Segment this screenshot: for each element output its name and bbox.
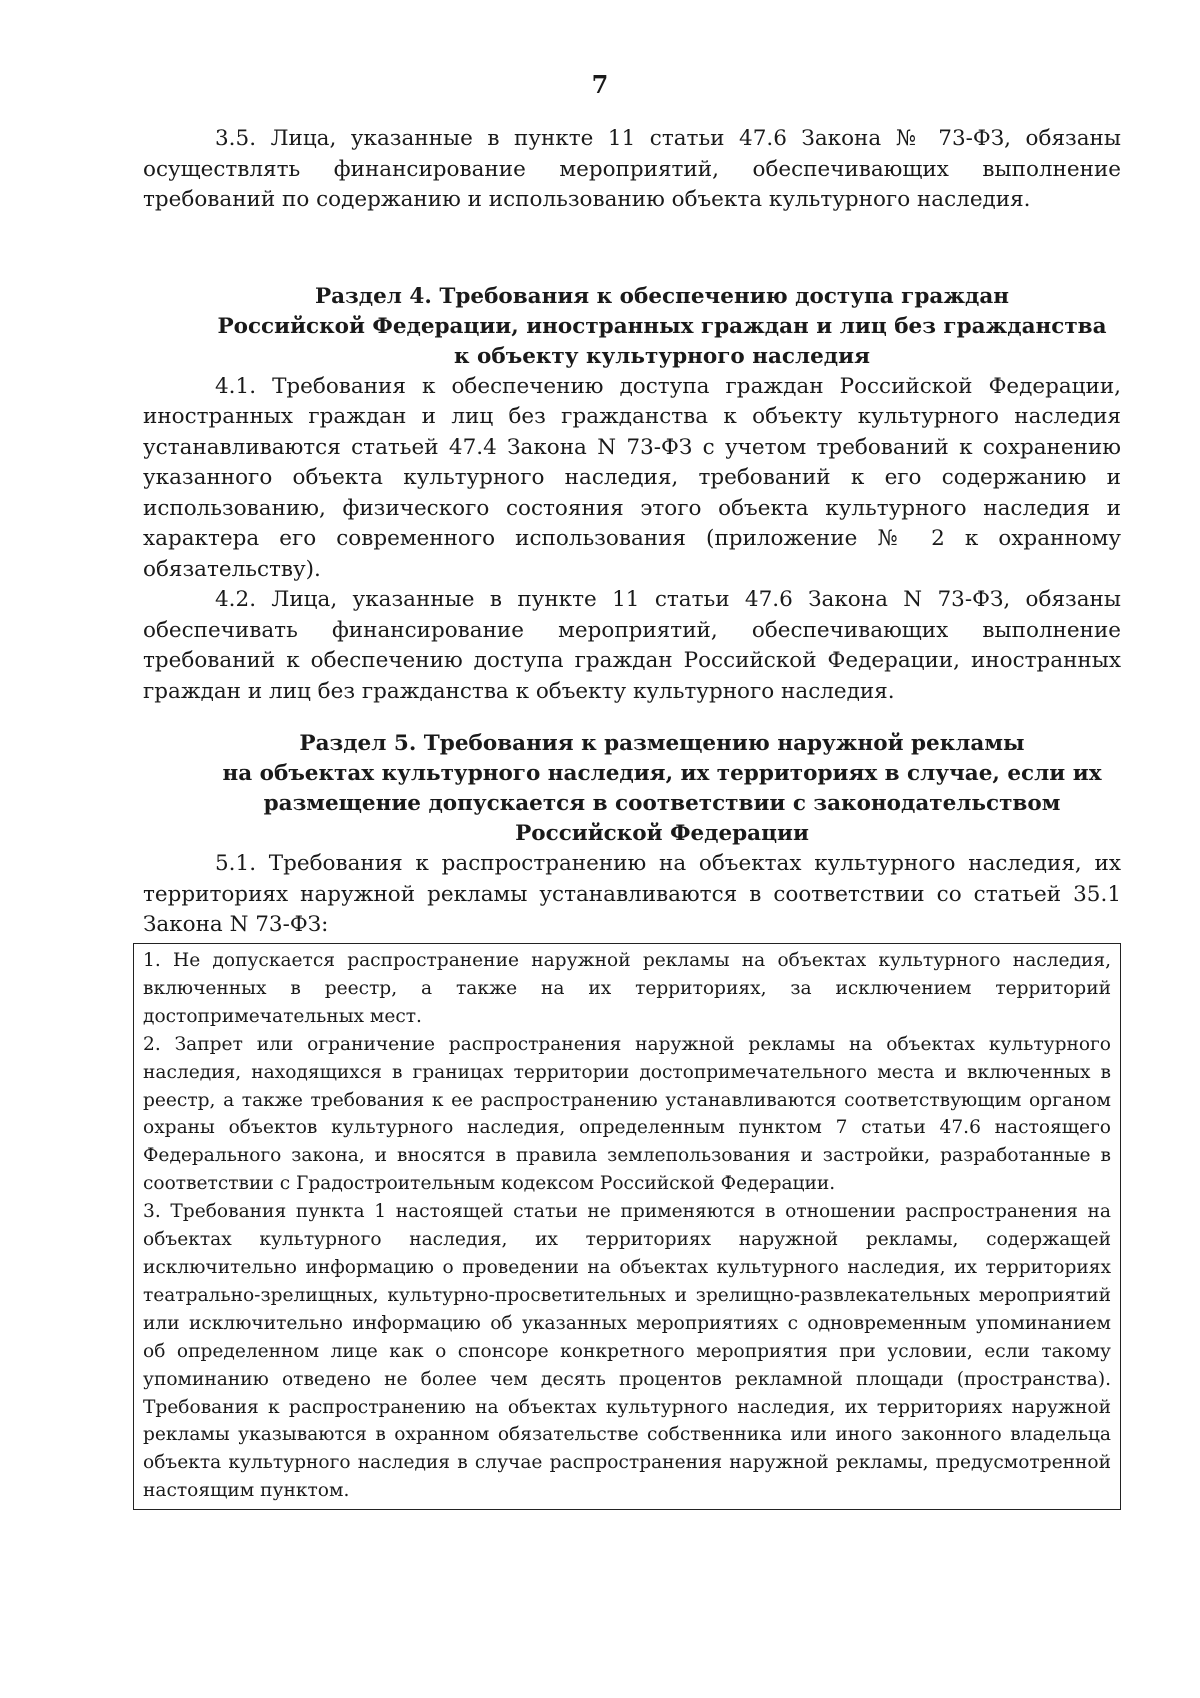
section-5-heading [143,729,1121,849]
paragraph-3-5: 3.5. Лица, указанные в пункте 11 статьи 47.6 Закона № 73-ФЗ, обязаны осуществлять финансирование мероприятий, обеспечивающих выполнение требований по содержанию и использованию объекта культурного наследия. [143,126,1121,212]
section-4-heading-line-2: Российской Федерации, иностранных граждан и лиц без гражданства [217,313,1107,339]
paragraph-4-2: 4.2. Лица, указанные в пункте 11 статьи 47.6 Закона N 73-ФЗ, обязаны обеспечивать финансирование мероприятий, обеспечивающих выполнение требований к обеспечению доступа граждан Российской Федерации, иностранных граждан и лиц без гражданства к объекту культурного наследия. [143,587,1121,704]
section-5-heading-line-1: Раздел 5. Требования к размещению наружной рекламы [299,731,1025,756]
section-4-heading [143,282,1121,372]
section-5-heading-line-3: размещение допускается в соответствии с законодательством [263,791,1061,816]
section-4-heading-line-3: к объекту культурного наследия [454,343,870,369]
paragraph-5-1: 5.1. Требования к распространению на объектах культурного наследия, их территориях наружной рекламы устанавливаются в соответствии со статьей 35.1 Закона N 73-ФЗ: [143,851,1121,937]
paragraph-4-1: 4.1. Требования к обеспечению доступа граждан Российской Федерации, иностранных граждан и лиц без гражданства к объекту культурного наследия устанавливаются статьей 47.4 Закона N 73-ФЗ с учетом требований к сохранению указанного объекта культурного наследия, требований к его содержанию и использованию, физического состояния этого объекта культурного наследия и характера его современного использования (приложение № 2 к охранному обязательству). [143,373,1121,582]
section-4-heading-line-1: Раздел 4. Требования к обеспечению доступа граждан [314,283,1010,309]
section-5-heading-line-2: на объектах культурного наследия, их территориях в случае, если их [222,761,1102,786]
law-item-3: 3. Требования пункта 1 настоящей статьи не применяются в отношении распространения на объектах культурного наследия, их территориях наружной рекламы, содержащей исключительно информацию о проведении на объектах культурного наследия, их территориях театрально-зрелищных, культурно-просветительных и зрелищно-развлекательных мероприятий или исключительно информацию об указанных мероприятиях с одновременным упоминанием об определенном лице как о спонсоре конкретного мероприятия при условии, если такому упоминанию отведено не более чем десять процентов рекламной площади (пространства). Требования к распространению на объектах культурного наследия, их территориях наружной рекламы указываются в охранном обязательстве собственника или иного законного владельца объекта культурного наследия в случае распространения наружной рекламы, предусмотренной настоящим пунктом. [143,1201,1111,1502]
document-body [143,124,1121,941]
law-item-2: 2. Запрет или ограничение распространения наружной рекламы на объектах культурного наследия, находящихся в границах территории достопримечательного места и включенных в реестр, а также требования к ее распространению устанавливаются соответствующим органом охраны объектов культурного наследия, определенным пунктом 7 статьи 47.6 настоящего Федерального закона, и вносятся в правила землепользования и застройки, разработанные в соответствии с Градостроительным кодексом Российской Федерации. [143,1033,1111,1195]
section-5-heading-line-4: Российской Федерации [515,821,809,846]
page-number: 7 [591,70,609,99]
quoted-law-box [133,943,1121,1510]
law-item-1: 1. Не допускается распространение наружной рекламы на объектах культурного наследия, включенных в реестр, а также на их территориях, за исключением территорий достопримечательных мест. [143,950,1111,1027]
